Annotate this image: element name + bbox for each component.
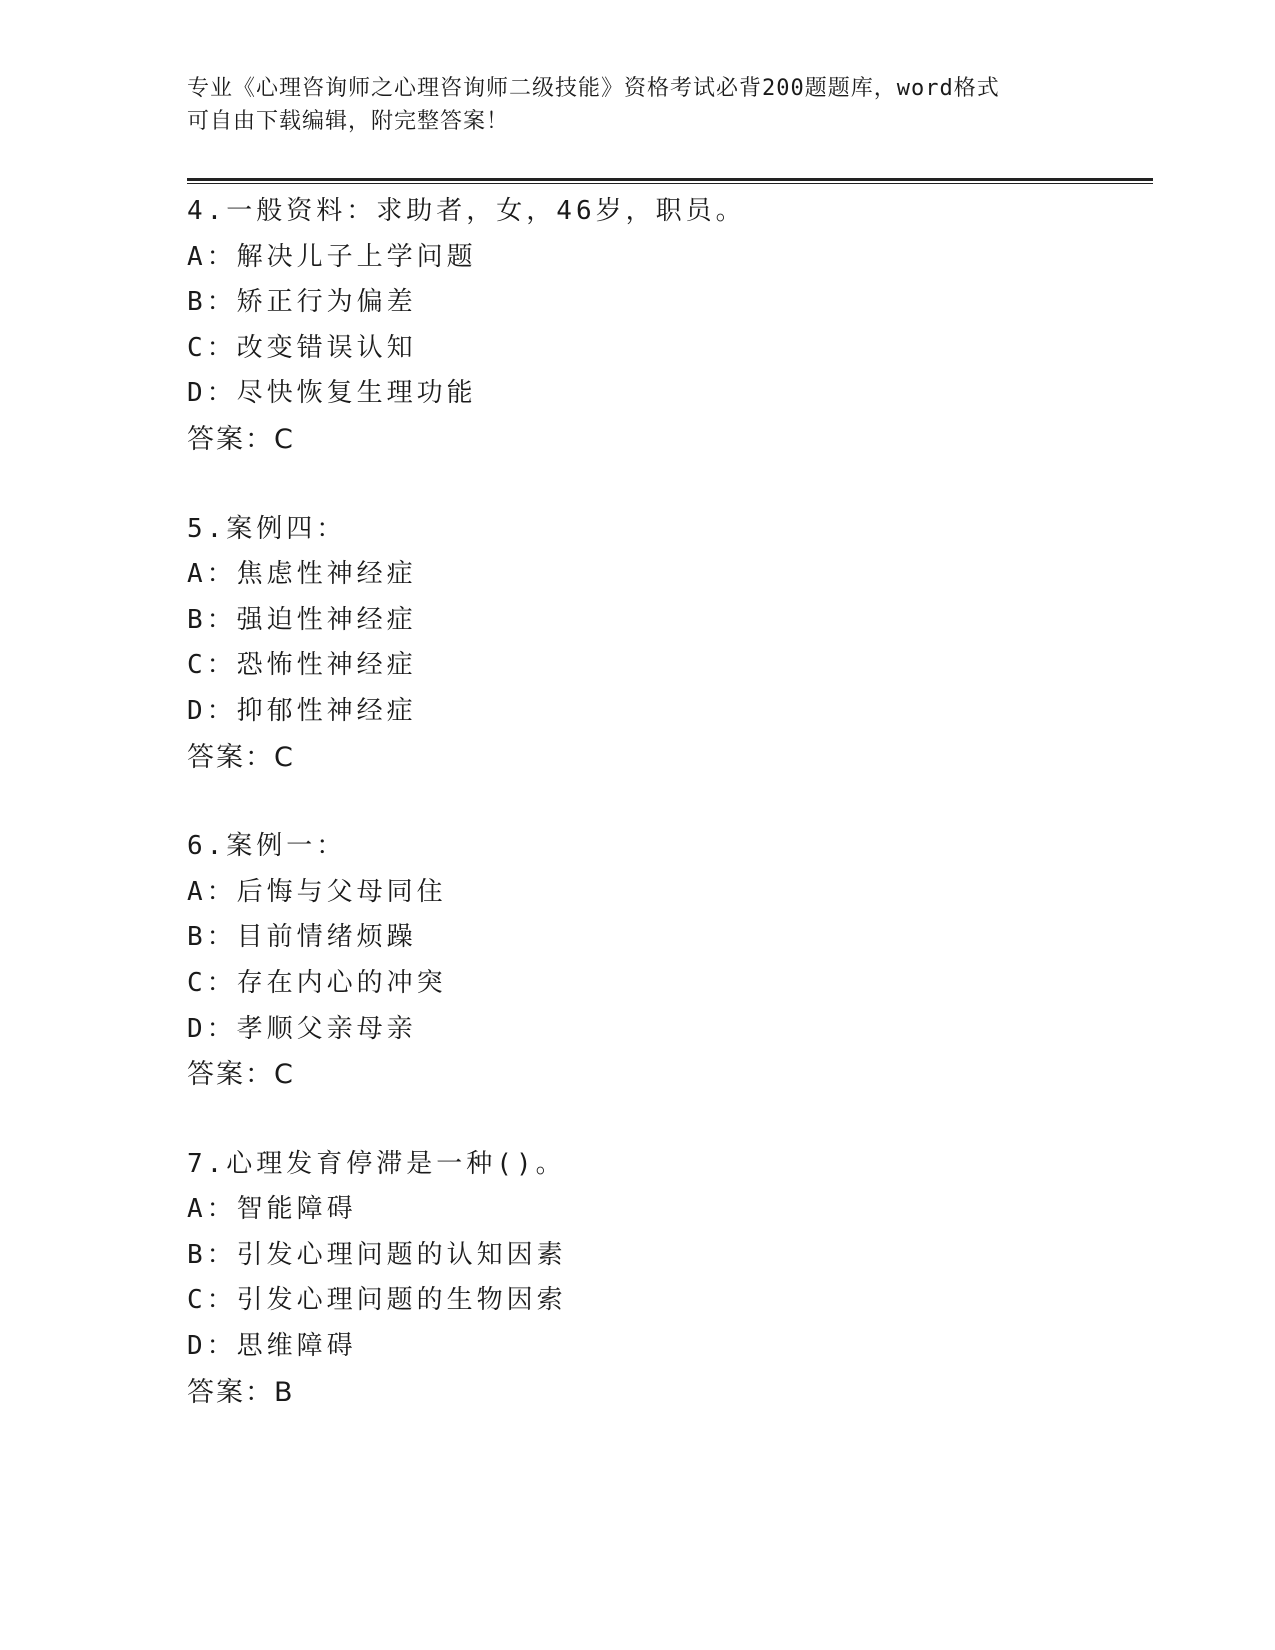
option-d: D：孝顺父亲母亲	[187, 1013, 417, 1044]
option-c: C：改变错误认知	[187, 332, 417, 363]
question-list	[187, 189, 1147, 1459]
question-5	[187, 507, 1147, 781]
option-a: A：解决儿子上学问题	[187, 241, 477, 272]
question-stem: 5.案例四：	[187, 513, 347, 544]
option-a: A：后悔与父母同住	[187, 876, 447, 907]
header-line-2: 可自由下载编辑，附完整答案！	[187, 109, 510, 134]
question-7	[187, 1142, 1147, 1416]
option-a: A：焦虑性神经症	[187, 559, 417, 590]
answer-label: 答案：C	[187, 741, 295, 773]
option-b: B：强迫性神经症	[187, 604, 417, 635]
header-divider-thick	[187, 178, 1153, 181]
option-d: D：尽快恢复生理功能	[187, 378, 477, 409]
question-stem: 4.一般资料：求助者，女，46岁，职员。	[187, 196, 746, 226]
option-d: D：抑郁性神经症	[187, 695, 417, 726]
option-c: C：引发心理问题的生物因索	[187, 1285, 567, 1316]
option-b: B：矫正行为偏差	[187, 287, 417, 318]
question-6	[187, 824, 1147, 1098]
answer-label: 答案：C	[187, 423, 295, 455]
option-a: A：智能障碍	[187, 1194, 357, 1225]
header-divider-thin	[187, 183, 1153, 184]
document-header	[187, 72, 1067, 138]
question-stem: 7.心理发育停滞是一种()。	[187, 1148, 566, 1179]
option-d: D：思维障碍	[187, 1331, 357, 1362]
header-line-1: 专业《心理咨询师之心理咨询师二级技能》资格考试必背200题题库，word格式	[187, 76, 1000, 101]
question-4	[187, 189, 1147, 463]
answer-label: 答案：B	[187, 1376, 295, 1408]
option-c: C：存在内心的冲突	[187, 967, 447, 998]
answer-label: 答案：C	[187, 1059, 295, 1091]
option-b: B：目前情绪烦躁	[187, 922, 417, 953]
option-c: C：恐怖性神经症	[187, 650, 417, 681]
option-b: B：引发心理问题的认知因素	[187, 1239, 567, 1270]
question-stem: 6.案例一：	[187, 831, 347, 862]
